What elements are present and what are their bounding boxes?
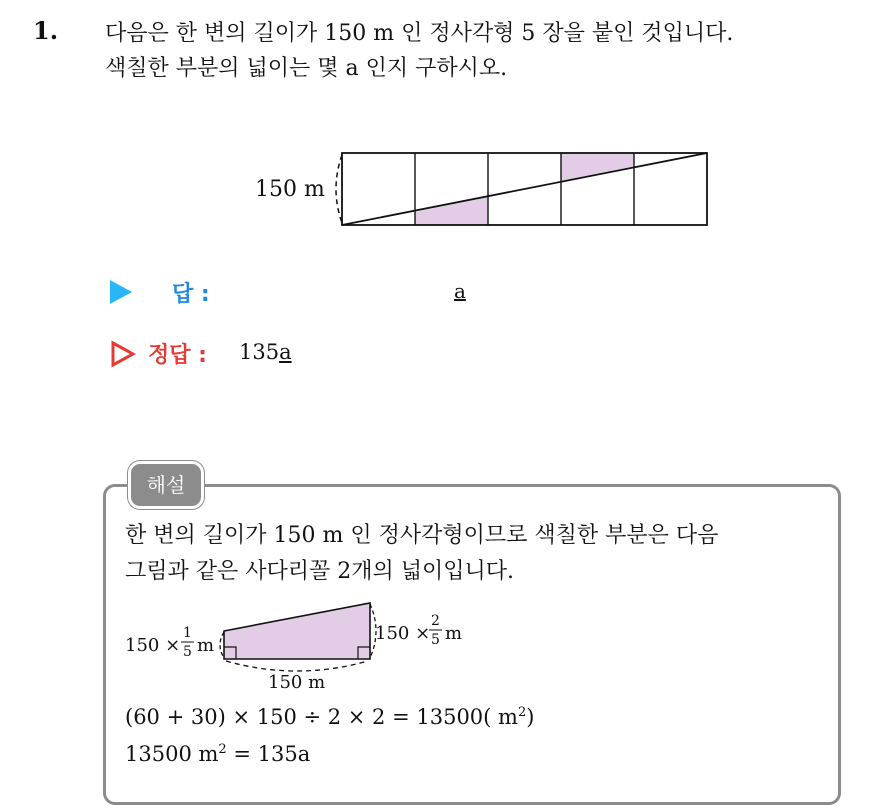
explanation-line-1: 한 변의 길이가 150 m 인 정사각형이므로 색칠한 부분은 다음 xyxy=(125,523,719,548)
equation-1 xyxy=(125,705,534,729)
squares-figure xyxy=(250,145,720,235)
answer-row xyxy=(110,277,610,309)
answer-label: 답 : xyxy=(172,282,210,307)
left-length-text: 150 × xyxy=(125,635,181,656)
correct-number: 135 xyxy=(239,340,280,364)
left-frac-den: 5 xyxy=(183,644,192,660)
shaded-region-left xyxy=(415,197,488,225)
equation-2-exponent: 2 xyxy=(218,742,227,757)
equation-2 xyxy=(125,742,310,766)
answer-triangle-icon xyxy=(110,280,132,304)
right-frac-num: 2 xyxy=(431,613,440,629)
equation-1-main: (60 + 30) × 150 ÷ 2 × 2 = 13500( m xyxy=(125,705,518,729)
trapezoid-figure xyxy=(120,595,490,695)
answer-unit: a xyxy=(454,279,466,303)
question-number: 1. xyxy=(33,16,59,45)
bottom-brace xyxy=(226,661,368,671)
question-line-2: 색칠한 부분의 넓이는 몇 a 인지 구하시오. xyxy=(105,56,508,81)
correct-unit: a xyxy=(279,340,292,364)
right-unit: m xyxy=(445,623,463,644)
explanation-line-2: 그림과 같은 사다리꼴 2개의 넓이입니다. xyxy=(125,559,514,584)
question-text xyxy=(105,16,875,86)
trapezoid xyxy=(224,603,370,659)
equation-2-main: 13500 m xyxy=(125,742,219,766)
equation-2-result: = 135a xyxy=(226,742,311,766)
correct-triangle-icon xyxy=(110,340,136,368)
equation-1-exponent: 2 xyxy=(517,705,527,720)
equation-1-close: ) xyxy=(526,705,535,729)
correct-label: 정답 : xyxy=(148,343,207,368)
diagonal-line xyxy=(342,153,707,225)
right-length-text: 150 × xyxy=(375,623,431,644)
explanation-text xyxy=(125,518,718,590)
right-frac-den: 5 xyxy=(431,632,440,648)
shaded-region-right xyxy=(561,153,634,182)
correct-value xyxy=(239,340,292,364)
side-length-label: 150 m xyxy=(255,177,325,202)
question-line-1: 다음은 한 변의 길이가 150 m 인 정사각형 5 장을 붙인 것입니다. xyxy=(105,21,734,46)
correct-answer-row xyxy=(110,338,610,370)
explanation-tab: 해설 xyxy=(128,461,204,509)
bottom-length-text: 150 m xyxy=(268,672,326,693)
left-unit: m xyxy=(197,635,215,656)
left-frac-num: 1 xyxy=(183,625,192,641)
